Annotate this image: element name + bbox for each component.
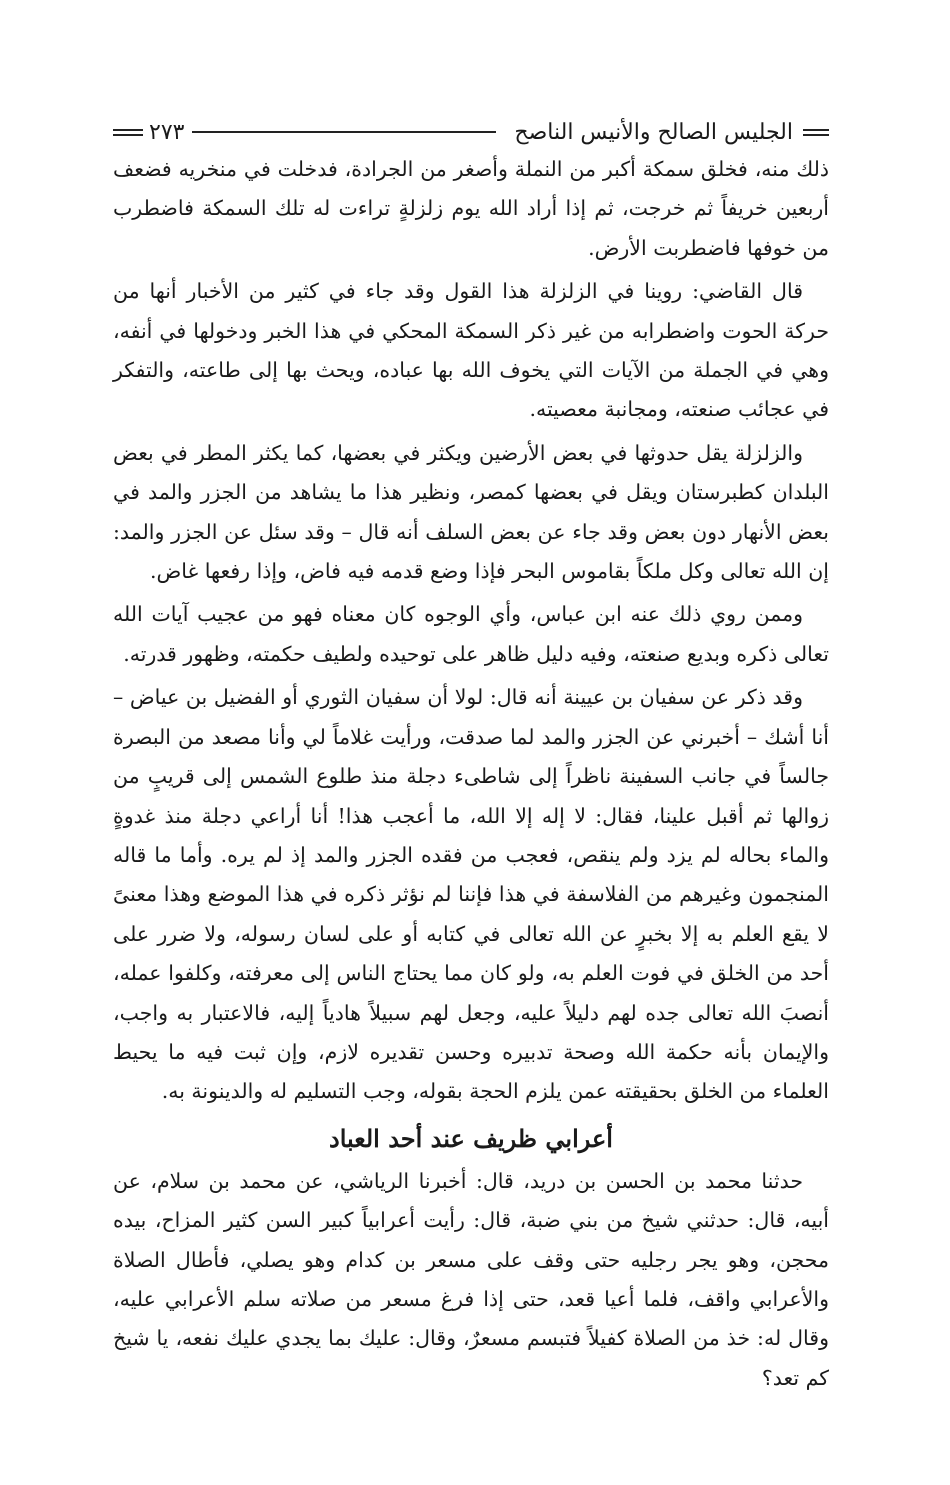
paragraph: وقد ذكر عن سفيان بن عيينة أنه قال: لولا أن سفيان الثوري أو الفضيل بن عياض – أنا أشك – أخبرني عن الجزر والمد لما صدقت، ورأيت غلاماً لي وأنا مصعد من البصرة جالساً في جانب السفينة ناظراً إلى شاطىء دجلة منذ طلوع الشمس إلى قريبٍ من زوالها ثم أقبل علينا، فقال: لا إله إلا الله، ما أعجب هذا! أنا أراعي دجلة منذ غدوةٍ والماء بحاله لم يزد ولم ينقص، فعجب من فقده الجزر والمد إذ لم يره. وأما ما قاله المنجمون وغيرهم من الفلاسفة في هذا فإننا لم نؤثر ذكره في هذا الموضع وهذا معنىً لا يقع العلم به إلا بخبرٍ عن الله تعالى في كتابه أو على لسان رسوله، ولا ضرر على أحد من الخلق في فوت العلم به، ولو كان مما يحتاج الناس إلى معرفته، وكلفوا عمله، أنصبَ الله تعالى جده لهم دليلاً عليه، وجعل لهم سبيلاً هادياً إليه، فالاعتبار به واجب، والإيمان بأنه حكمة الله وصحة تدبيره وحسن تقديره لازم، وإن ثبت فيه ما يحيط العلماء من الخلق بحقيقته عمن يلزم الحجة بقوله، وجب التسليم له والدينونة به. [113,685,830,1104]
paragraph: والزلزلة يقل حدوثها في بعض الأرضين ويكثر في بعضها، كما يكثر المطر في بعض البلدان كطبرستان ويقل في بعضها كمصر، ونظير هذا ما يشاهد من الجزر والمد في بعض الأنهار دون بعض وقد جاء عن بعض السلف أنه قال – وقد سئل عن الجزر والمد: إن الله تعالى وكل ملكاً بقاموس البحر فإذا وضع قدمه فيه فاض، وإذا رفعها غاض. [113,440,829,584]
paragraph: ذلك منه، فخلق سمكة أكبر من النملة وأصغر من الجرادة، فدخلت في منخريه فضعف أربعين خريفاً ثم خرجت، ثم إذا أراد الله يوم زلزلةٍ تراءت له تلك السمكة فاضطرب من خوفها فاضطربت الأرض. [113,157,829,260]
running-header [113,112,829,152]
paragraph: حدثنا محمد بن الحسن بن دريد، قال: أخبرنا الرياشي، عن محمد بن سلام، عن أبيه، قال: حدثني شيخ من بني ضبة، قال: رأيت أعرابياً كبير السن كثير المزاح، بيده محجن، وهو يجر رجليه حتى وقف على مسعر بن كدام وهو يصلي، فأطال الصلاة والأعرابي واقف، فلما أعيا قعد، حتى إذا فرغ مسعر من صلاته سلم الأعرابي عليه، وقال له: خذ من الصلاة كفيلاً فتبسم مسعرٌ، وقال: عليك بما يجدي عليك نفعه، يا شيخ كم تعد؟ [113,1168,829,1390]
page-body [113,150,829,1402]
header-ornament-start [803,129,829,136]
book-title: الجليس الصالح والأنيس الناصح [514,119,793,145]
paragraph: وممن روي ذلك عنه ابن عباس، وأي الوجوه كان معناه فهو من عجيب آيات الله تعالى ذكره وبديع صنعته، وفيه دليل ظاهر على توحيده ولطيف حكمته، وظهور قدرته. [113,602,829,666]
header-ornament-end [113,129,143,136]
header-rule [192,131,496,133]
paragraph: قال القاضي: روينا في الزلزلة هذا القول وقد جاء في كثير من الأخبار أنها من حركة الحوت واضطرابه من غير ذكر السمكة المحكي في هذا الخبر ودخولها في أنفه، وهي في الجملة من الآيات التي يخوف الله بها عباده، ويحث بها إلى طاعته، والتفكر في عجائب صنعته، ومجانبة معصيته. [113,279,829,422]
page-number: ٢٧٣ [149,119,185,145]
section-heading: أعرابي ظريف عند أحد العباد [329,1123,613,1153]
